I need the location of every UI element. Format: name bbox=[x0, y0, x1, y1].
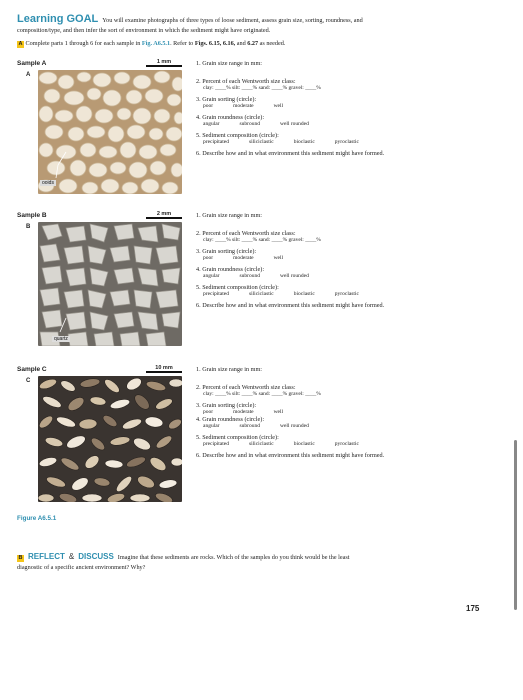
sample-b-label: Sample B bbox=[17, 212, 47, 219]
q2-fill: clay: ____% silt: ____% sand: ____% gravel: ____% bbox=[203, 85, 321, 91]
scale-label: 1 mm bbox=[156, 59, 172, 65]
instruction-line bbox=[17, 40, 507, 48]
scrollbar-thumb[interactable] bbox=[514, 440, 517, 610]
reflect-title: REFLECT bbox=[28, 552, 65, 561]
option-pyroclastic[interactable]: pyroclastic bbox=[334, 139, 359, 145]
q4-roundness: 4. Grain roundness (circle): bbox=[196, 416, 265, 423]
option-moderate[interactable]: moderate bbox=[233, 255, 254, 261]
option-bioclastic[interactable]: bioclastic bbox=[293, 139, 315, 145]
option-well[interactable]: well bbox=[273, 103, 284, 109]
q1-grain-size: 1. Grain size range in mm: bbox=[196, 60, 262, 67]
figs-ref: Figs. 6.15, 6.16, bbox=[194, 40, 236, 47]
photo-sample-c bbox=[38, 376, 182, 502]
option-angular[interactable]: angular bbox=[203, 273, 220, 279]
q2-fill: clay: ____% silt: ____% sand: ____% gravel: ____% bbox=[203, 237, 321, 243]
learning-goal-title: Learning GOAL bbox=[17, 13, 99, 25]
instruction-and: and bbox=[235, 40, 248, 47]
instruction-text: Complete parts 1 through 6 for each sample in bbox=[25, 40, 142, 47]
reflect-tag: B bbox=[18, 555, 23, 561]
sample-b-scale bbox=[146, 211, 182, 219]
option-angular[interactable]: angular bbox=[203, 121, 220, 127]
scale-label: 10 mm bbox=[155, 365, 173, 371]
q4-roundness: 4. Grain roundness (circle): bbox=[196, 114, 265, 121]
roundness-options bbox=[196, 273, 506, 280]
scale-bar bbox=[146, 371, 182, 373]
option-poor[interactable]: poor bbox=[203, 103, 214, 109]
option-well-rounded[interactable]: well rounded bbox=[279, 273, 309, 279]
composition-options bbox=[196, 139, 506, 146]
q6-describe: 6. Describe how and in what environment this sediment might have formed. bbox=[196, 150, 385, 157]
option-siliciclastic[interactable]: siliciclastic bbox=[248, 139, 274, 145]
discuss-title: DISCUSS bbox=[78, 552, 114, 561]
option-angular[interactable]: angular bbox=[203, 423, 220, 429]
q5-composition: 5. Sediment composition (circle): bbox=[196, 434, 279, 441]
figure-ref-link[interactable]: Fig. A6.5.1 bbox=[141, 40, 171, 47]
scale-bar bbox=[146, 217, 182, 219]
photo-b-letter: B bbox=[26, 224, 31, 230]
sorting-options bbox=[196, 409, 506, 416]
option-poor[interactable]: poor bbox=[203, 409, 214, 415]
option-bioclastic[interactable]: bioclastic bbox=[293, 291, 315, 297]
instruction-text-mid: . Refer to bbox=[170, 40, 195, 47]
q2-percent: 2. Percent of each Wentworth size class: bbox=[196, 384, 296, 391]
quartz-grains-image bbox=[38, 222, 182, 346]
q6-describe: 6. Describe how and in what environment this sediment might have formed. bbox=[196, 302, 385, 309]
sample-a-questions bbox=[196, 60, 506, 157]
option-bioclastic[interactable]: bioclastic bbox=[293, 441, 315, 447]
photo-sample-b bbox=[38, 222, 182, 346]
q5-composition: 5. Sediment composition (circle): bbox=[196, 132, 279, 139]
scale-label: 2 mm bbox=[156, 211, 172, 217]
option-well[interactable]: well bbox=[273, 409, 284, 415]
roundness-options bbox=[196, 423, 506, 430]
reflect-line-2: diagnostic of a specific ancient environment? Why? bbox=[17, 564, 146, 571]
sample-a-scale bbox=[146, 59, 182, 67]
option-well-rounded[interactable]: well rounded bbox=[279, 423, 309, 429]
quartz-callout: quartz bbox=[54, 336, 68, 342]
option-well-rounded[interactable]: well rounded bbox=[279, 121, 309, 127]
page-number: 175 bbox=[466, 604, 480, 613]
option-moderate[interactable]: moderate bbox=[233, 409, 254, 415]
intro-line-2: composition/type, and then infer the sort of environment in which the sediment might have originated. bbox=[17, 27, 271, 34]
composition-options bbox=[196, 441, 506, 448]
photo-sample-a bbox=[38, 70, 182, 194]
q6-describe: 6. Describe how and in what environment this sediment might have formed. bbox=[196, 452, 385, 459]
q2-fill: clay: ____% silt: ____% sand: ____% gravel: ____% bbox=[203, 391, 321, 397]
sorting-options bbox=[196, 255, 506, 262]
photo-c-letter: C bbox=[26, 378, 31, 384]
option-subround[interactable]: subround bbox=[239, 273, 260, 279]
composition-options bbox=[196, 291, 506, 298]
reflect-discuss-block bbox=[17, 546, 497, 572]
sample-c-questions bbox=[196, 366, 506, 459]
option-moderate[interactable]: moderate bbox=[233, 103, 254, 109]
option-well[interactable]: well bbox=[273, 255, 284, 261]
q2-percent: 2. Percent of each Wentworth size class: bbox=[196, 78, 296, 85]
option-precipitated[interactable]: precipitated bbox=[203, 139, 229, 145]
option-pyroclastic[interactable]: pyroclastic bbox=[334, 441, 359, 447]
option-poor[interactable]: poor bbox=[203, 255, 214, 261]
photo-a-letter: A bbox=[26, 72, 31, 78]
option-pyroclastic[interactable]: pyroclastic bbox=[334, 291, 359, 297]
q1-grain-size: 1. Grain size range in mm: bbox=[196, 212, 262, 219]
q4-roundness: 4. Grain roundness (circle): bbox=[196, 266, 265, 273]
q3-sorting: 3. Grain sorting (circle): bbox=[196, 402, 257, 409]
option-subround[interactable]: subround bbox=[239, 121, 260, 127]
sample-b-questions bbox=[196, 212, 506, 309]
sample-c-scale bbox=[146, 365, 182, 373]
sorting-options bbox=[196, 103, 506, 110]
option-precipitated[interactable]: precipitated bbox=[203, 291, 229, 297]
q3-sorting: 3. Grain sorting (circle): bbox=[196, 248, 257, 255]
q1-grain-size: 1. Grain size range in mm: bbox=[196, 366, 262, 373]
roundness-options bbox=[196, 121, 506, 128]
reflect-line-1: Imagine that these sediments are rocks. Which of the samples do you think would be the least bbox=[117, 554, 350, 561]
q5-composition: 5. Sediment composition (circle): bbox=[196, 284, 279, 291]
ooids-callout: ooids bbox=[42, 180, 54, 186]
fig-last-ref: 6.27 bbox=[247, 40, 259, 47]
option-siliciclastic[interactable]: siliciclastic bbox=[248, 291, 274, 297]
shell-fragments-image bbox=[38, 376, 182, 502]
intro-line-1: You will examine photographs of three types of loose sediment, assess grain size, sorting, roundness, and bbox=[102, 17, 363, 24]
option-subround[interactable]: subround bbox=[239, 423, 260, 429]
q2-percent: 2. Percent of each Wentworth size class: bbox=[196, 230, 296, 237]
sample-c-label: Sample C bbox=[17, 366, 47, 373]
instruction-tag: A bbox=[18, 41, 23, 47]
q3-sorting: 3. Grain sorting (circle): bbox=[196, 96, 257, 103]
reflect-ampersand: & bbox=[68, 552, 75, 561]
scale-bar bbox=[146, 65, 182, 67]
sample-a-label: Sample A bbox=[17, 60, 47, 67]
option-precipitated[interactable]: precipitated bbox=[203, 441, 229, 447]
learning-goal-block bbox=[17, 9, 507, 35]
instruction-text-post: as needed. bbox=[258, 40, 286, 47]
figure-label: Figure A6.5.1 bbox=[17, 515, 57, 522]
ooid-grains-image bbox=[38, 70, 182, 194]
option-siliciclastic[interactable]: siliciclastic bbox=[248, 441, 274, 447]
